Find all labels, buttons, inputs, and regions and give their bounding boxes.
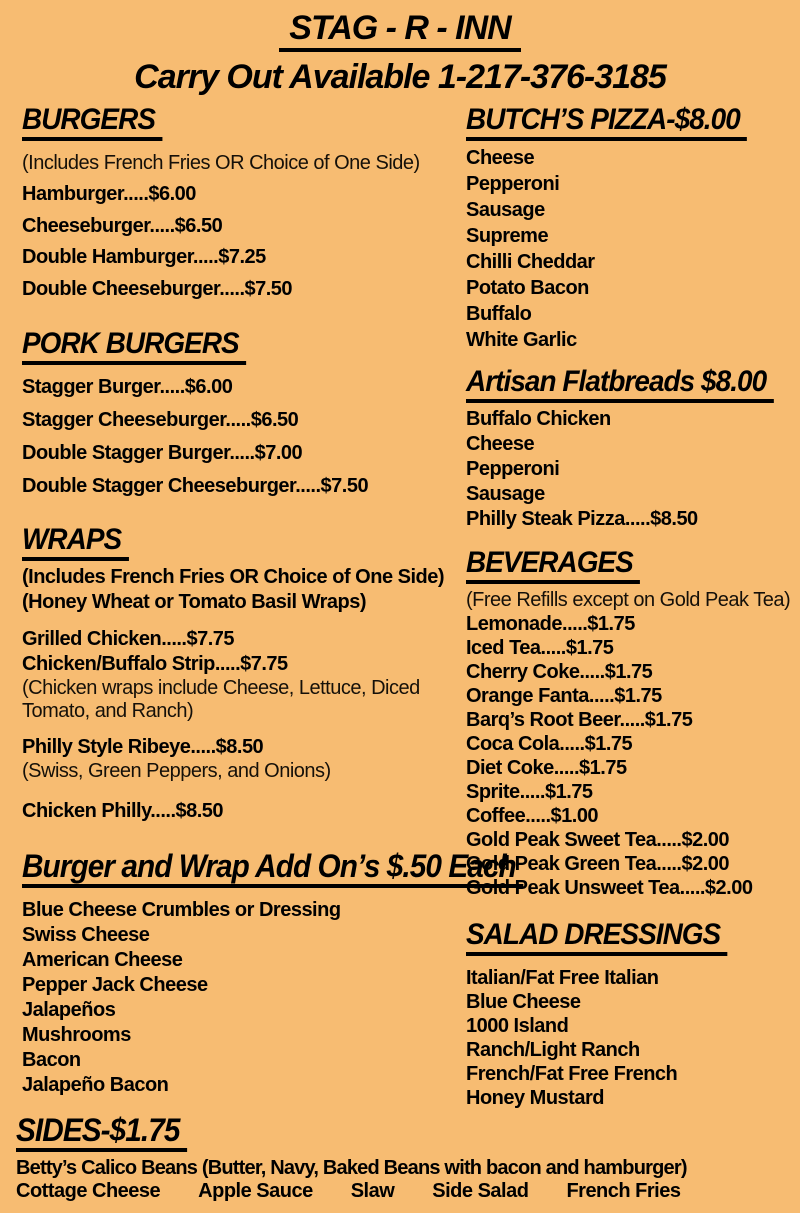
- beverage-item: Barq’s Root Beer.....$1.75: [466, 709, 693, 731]
- wraps-title: WRAPS: [22, 523, 129, 561]
- flatbread-item: Pepperoni: [466, 458, 560, 480]
- wraps-chicken-detail: (Chicken wraps include Cheese, Lettuce, Diced Tomato, and Ranch): [22, 677, 420, 722]
- add-ons-title: Burger and Wrap Add On’s $.50 Each: [22, 848, 523, 888]
- pizza-item: Pepperoni: [466, 173, 560, 195]
- beverage-item: Orange Fanta.....$1.75: [466, 685, 662, 707]
- section-pork-burgers: [22, 327, 466, 503]
- sides-beans-line: Betty’s Calico Beans (Butter, Navy, Baked Beans with bacon and hamburger): [16, 1157, 687, 1179]
- pork-burgers-item: Stagger Cheeseburger.....$6.50: [22, 409, 299, 431]
- beverage-item: Cherry Coke.....$1.75: [466, 661, 653, 683]
- wraps-note-breads: (Honey Wheat or Tomato Basil Wraps): [22, 591, 367, 613]
- burgers-note: (Includes French Fries OR Choice of One Side): [22, 152, 420, 174]
- beverage-item: Iced Tea.....$1.75: [466, 637, 614, 659]
- add-on-item: Mushrooms: [22, 1024, 131, 1046]
- burgers-item: Cheeseburger.....$6.50: [22, 214, 223, 237]
- pork-burgers-item: Double Stagger Burger.....$7.00: [22, 442, 303, 464]
- pizza-item: White Garlic: [466, 329, 577, 351]
- beverage-item: Lemonade.....$1.75: [466, 613, 635, 635]
- dressing-item: Ranch/Light Ranch: [466, 1039, 640, 1061]
- section-beverages: [466, 546, 791, 900]
- salad-dressings-items: [466, 966, 784, 1110]
- dressing-item: French/Fat Free French: [466, 1063, 678, 1085]
- add-on-item: Swiss Cheese: [22, 924, 150, 946]
- wraps-group-philly: [22, 799, 466, 824]
- wraps-group-chicken: [22, 627, 466, 723]
- pizza-item: Supreme: [466, 225, 549, 247]
- pork-burgers-item: Stagger Burger.....$6.00: [22, 376, 233, 398]
- carry-out-phone: Carry Out Available 1-217-376-3185: [134, 58, 666, 96]
- flatbreads-title: Artisan Flatbreads $8.00: [466, 365, 774, 403]
- side-item: Cottage Cheese: [16, 1180, 161, 1202]
- pizza-item: Sausage: [466, 199, 545, 221]
- beverages-note: (Free Refills except on Gold Peak Tea): [466, 589, 791, 611]
- dressing-item: Italian/Fat Free Italian: [466, 967, 659, 989]
- wraps-note-sides: (Includes French Fries OR Choice of One Side): [22, 566, 445, 588]
- burgers-item: Double Hamburger.....$7.25: [22, 246, 266, 268]
- beverage-item: Diet Coke.....$1.75: [466, 757, 627, 779]
- section-wraps: [22, 523, 466, 824]
- side-item: Slaw: [350, 1180, 395, 1202]
- beverage-item: Gold Peak Sweet Tea.....$2.00: [466, 829, 730, 851]
- section-flatbreads: [466, 365, 784, 532]
- flatbreads-items: [466, 407, 784, 532]
- add-on-item: Jalapeños: [22, 999, 116, 1021]
- flatbread-item: Philly Steak Pizza.....$8.50: [466, 508, 698, 530]
- burgers-item: Hamburger.....$6.00: [22, 183, 196, 205]
- section-burgers: [22, 103, 466, 305]
- dressing-item: Blue Cheese: [466, 991, 581, 1013]
- wraps-group-ribeye: [22, 735, 466, 783]
- pizza-item: Cheese: [466, 147, 535, 169]
- section-sides: [0, 1112, 800, 1202]
- beverage-item: Sprite.....$1.75: [466, 781, 593, 803]
- beverage-item: Coca Cola.....$1.75: [466, 733, 633, 755]
- wraps-ribeye-detail: (Swiss, Green Peppers, and Onions): [22, 760, 331, 782]
- burgers-title: BURGERS: [22, 103, 162, 141]
- pork-burgers-items: [22, 371, 466, 503]
- section-salad-dressings: [466, 918, 784, 1110]
- flatbread-item: Cheese: [466, 433, 535, 455]
- menu-header: [0, 0, 800, 97]
- wraps-item: Philly Style Ribeye.....$8.50: [22, 736, 264, 758]
- beverage-item: Gold Peak Green Tea.....$2.00: [466, 853, 730, 875]
- pizza-items: [466, 145, 784, 353]
- side-item: Side Salad: [432, 1180, 529, 1202]
- add-on-item: Bacon: [22, 1049, 81, 1071]
- wraps-item: Grilled Chicken.....$7.75: [22, 628, 235, 650]
- side-item: Apple Sauce: [198, 1180, 313, 1202]
- beverage-item: Gold Peak Unsweet Tea.....$2.00: [466, 877, 753, 899]
- burgers-items: [22, 179, 466, 305]
- add-on-item: Pepper Jack Cheese: [22, 974, 208, 996]
- add-on-item: Jalapeño Bacon: [22, 1074, 169, 1096]
- section-add-ons: [22, 848, 516, 1098]
- salad-dressings-title: SALAD DRESSINGS: [466, 918, 728, 956]
- menu-columns: [0, 97, 800, 1110]
- pizza-item: Potato Bacon: [466, 277, 589, 299]
- burgers-item: Double Cheeseburger.....$7.50: [22, 277, 293, 300]
- restaurant-name: STAG - R - INN: [279, 8, 520, 52]
- pork-burgers-item: Double Stagger Cheeseburger.....$7.50: [22, 475, 369, 497]
- dressing-item: Honey Mustard: [466, 1087, 604, 1109]
- side-item: French Fries: [566, 1180, 681, 1202]
- flatbread-item: Buffalo Chicken: [466, 408, 611, 430]
- add-ons-items: [22, 898, 466, 1098]
- sides-items: [16, 1180, 784, 1202]
- add-on-item: Blue Cheese Crumbles or Dressing: [22, 899, 341, 921]
- dressing-item: 1000 Island: [466, 1015, 569, 1037]
- pizza-title: BUTCH’S PIZZA-$8.00: [466, 103, 747, 141]
- beverage-item: Coffee.....$1.00: [466, 805, 599, 827]
- pork-burgers-title: PORK BURGERS: [22, 327, 246, 365]
- section-pizza: [466, 103, 784, 353]
- pizza-item: Buffalo: [466, 303, 532, 325]
- flatbread-item: Sausage: [466, 483, 545, 505]
- add-on-item: American Cheese: [22, 949, 183, 971]
- wraps-item: Chicken Philly.....$8.50: [22, 800, 224, 822]
- pizza-item: Chilli Cheddar: [466, 251, 595, 273]
- right-column: [466, 103, 791, 1110]
- sides-title: SIDES-$1.75: [16, 1112, 187, 1152]
- beverages-title: BEVERAGES: [466, 546, 640, 584]
- wraps-item: Chicken/Buffalo Strip.....$7.75: [22, 653, 288, 675]
